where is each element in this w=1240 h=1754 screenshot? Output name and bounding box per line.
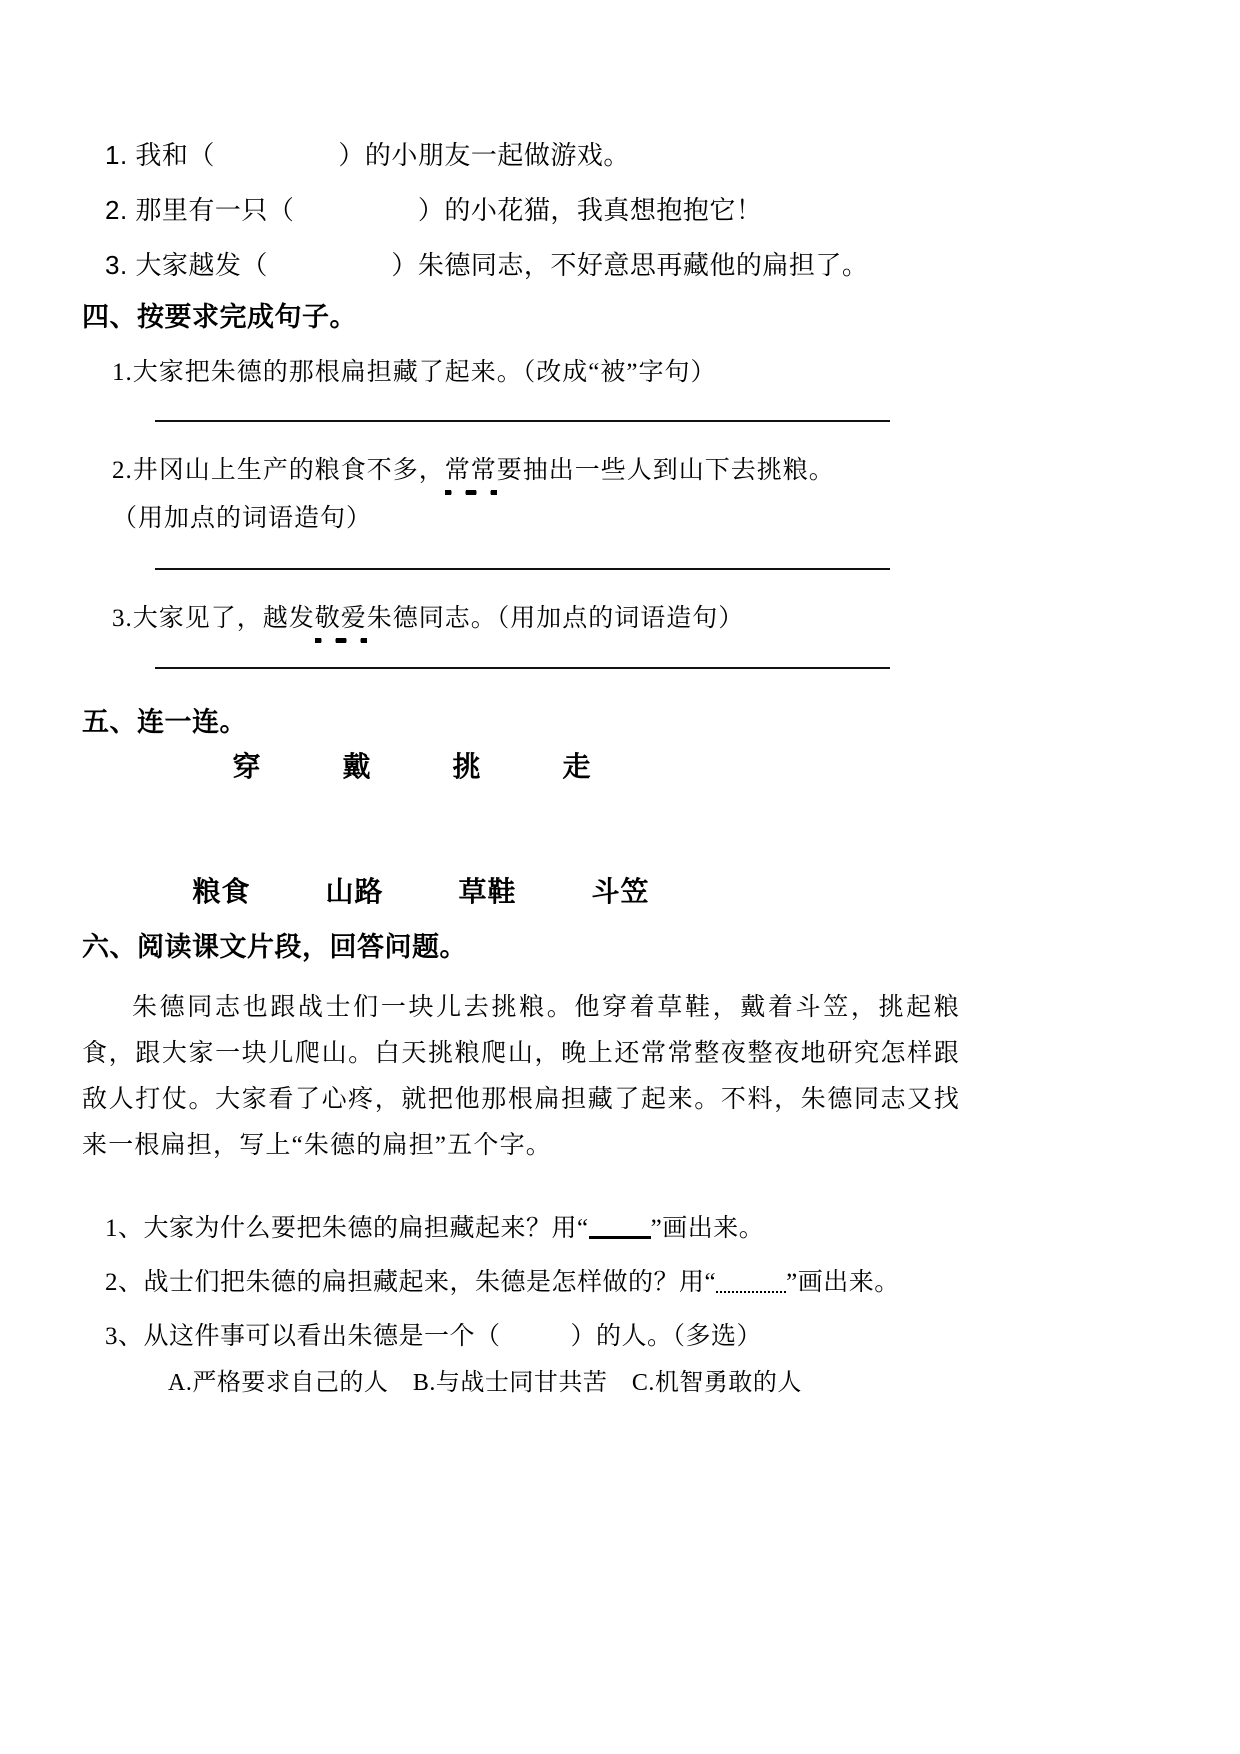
question-1-after: ”画出来。	[650, 1215, 765, 1242]
question-3-number: 3、	[105, 1323, 144, 1350]
question-2	[105, 1262, 900, 1298]
fill-in-item-1-before: 我和（	[135, 140, 215, 170]
matching-verbs-row	[192, 745, 632, 785]
section-four-item-1	[112, 352, 716, 388]
reading-passage	[82, 985, 960, 1169]
fill-in-item-3-number: 3.	[105, 250, 128, 280]
section-four-item-2-emphasis: 常常	[445, 450, 497, 486]
question-2-number: 2、	[105, 1269, 144, 1296]
section-four-item-3-text-part2: 朱德同志。（用加点的词语造句）	[366, 605, 745, 632]
matching-noun-1[interactable]: 山路	[325, 876, 384, 907]
matching-verb-1[interactable]: 戴	[342, 751, 372, 782]
fill-in-item-3-before: 大家越发（	[135, 250, 268, 280]
section-four-item-3-number: 3.	[112, 605, 133, 632]
fill-in-item-3-after: ）朱德同志，不好意思再藏他的扁担了。	[391, 250, 869, 280]
answer-line-1[interactable]	[155, 420, 890, 422]
section-four-item-3-text-part1: 大家见了，越发	[132, 605, 315, 632]
answer-line-2[interactable]	[155, 568, 890, 570]
question-1-answer-blank[interactable]	[589, 1236, 651, 1239]
question-3	[105, 1316, 762, 1352]
question-3-before: 从这件事可以看出朱德是一个（	[143, 1323, 501, 1350]
matching-nouns-row	[155, 870, 687, 910]
fill-in-item-1	[105, 135, 630, 172]
section-five-heading: 五、连一连。	[82, 707, 247, 737]
section-six-heading: 六、阅读课文片段，回答问题。	[82, 932, 467, 962]
section-four-item-3-emphasis: 敬爱	[315, 598, 367, 634]
section-four-item-2-text-part1: 井冈山上生产的粮食不多，	[132, 457, 445, 484]
matching-verb-3[interactable]: 走	[562, 751, 592, 782]
fill-in-item-2-after: ）的小花猫，我真想抱抱它！	[417, 195, 763, 225]
section-four-item-1-text: 大家把朱德的那根扁担藏了起来。（改成“被”字句）	[132, 359, 717, 386]
question-3-after: ）的人。（多选）	[570, 1323, 763, 1350]
matching-noun-2[interactable]: 草鞋	[458, 876, 517, 907]
question-2-before: 战士们把朱德的扁担藏起来，朱德是怎样做的？用“	[143, 1269, 717, 1296]
fill-in-item-3	[105, 245, 868, 282]
section-four-item-1-number: 1.	[112, 359, 133, 386]
question-2-after: ”画出来。	[786, 1269, 900, 1296]
matching-noun-0[interactable]: 粮食	[192, 876, 251, 907]
fill-in-item-2-number: 2.	[105, 195, 128, 225]
section-four-item-2	[112, 450, 835, 486]
matching-noun-3[interactable]: 斗笠	[591, 876, 650, 907]
fill-in-item-2-before: 那里有一只（	[135, 195, 295, 225]
fill-in-item-1-after: ）的小朋友一起做游戏。	[338, 140, 630, 170]
question-3-options[interactable]: A.严格要求自己的人 B.与战士同甘共苦 C.机智勇敢的人	[168, 1370, 802, 1396]
question-2-answer-blank[interactable]	[716, 1291, 786, 1293]
fill-in-item-2	[105, 190, 762, 227]
fill-in-item-1-number: 1.	[105, 140, 128, 170]
matching-verb-2[interactable]: 挑	[452, 751, 482, 782]
matching-verb-0[interactable]: 穿	[232, 751, 262, 782]
section-four-item-3	[112, 598, 744, 634]
section-four-item-2-text-part2: 要抽出一些人到山下去挑粮。	[496, 457, 835, 484]
answer-line-3[interactable]	[155, 667, 890, 669]
section-four-heading: 四、按要求完成句子。	[82, 302, 357, 332]
section-four-item-2-hint: （用加点的词语造句）	[112, 505, 373, 532]
question-1-before: 大家为什么要把朱德的扁担藏起来？用“	[143, 1215, 589, 1242]
reading-passage-text: 朱德同志也跟战士们一块儿去挑粮。他穿着草鞋，戴着斗笠，挑起粮食，跟大家一块儿爬山。白天挑粮爬山，晚上还常常整夜整夜地研究怎样跟敌人打仗。大家看了心疼，就把他那根扁担藏了起来。不料，朱德同志又找来一根扁担，写上“朱德的扁担”五个字。	[82, 994, 960, 1159]
question-1	[105, 1208, 764, 1244]
section-four-item-2-number: 2.	[112, 457, 133, 484]
question-1-number: 1、	[105, 1215, 144, 1242]
